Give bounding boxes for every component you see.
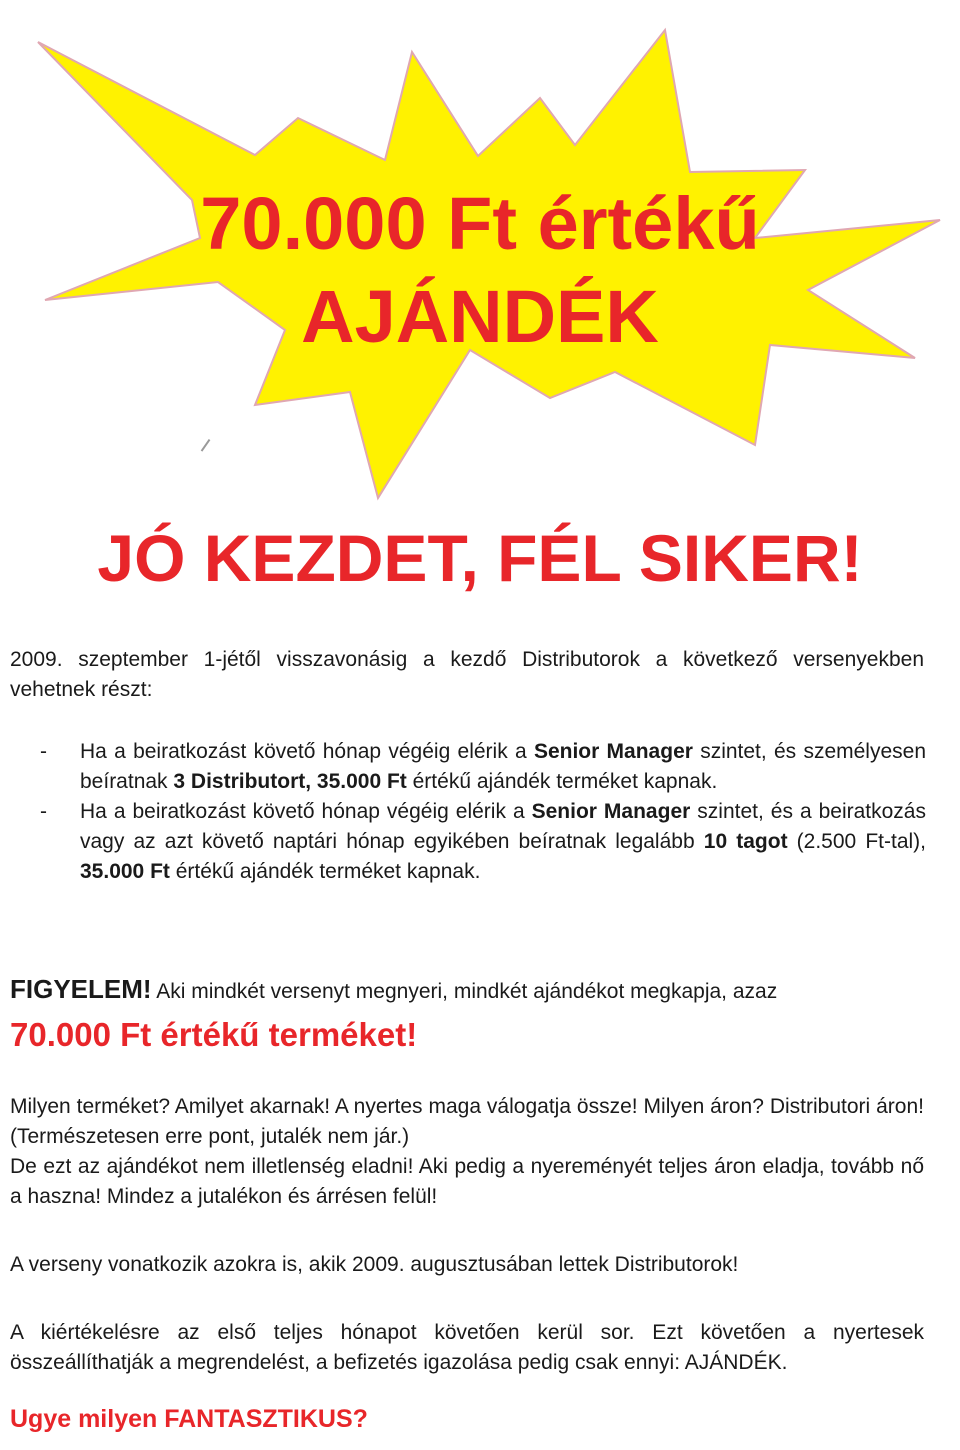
condition-text: értékű ajándék terméket kapnak. [169, 860, 481, 883]
list-dash: - [40, 740, 47, 763]
attention-label: FIGYELEM! [10, 974, 152, 1004]
products-text-1: Milyen terméket? Amilyet akarnak! A nyertes maga válogatja össze! Milyen áron? Distributori áron! (Természetesen erre pont, jutalék nem jár.) [10, 1095, 924, 1148]
list-dash: - [40, 800, 47, 823]
evaluation-paragraph: A kiértékelésre az első teljes hónapot követően kerül sor. Ezt követően a nyertesek összeállíthatják a megrendelést, a befizetés igazolása pedig csak ennyi: AJÁNDÉK. [10, 1321, 924, 1374]
condition-text: (2.500 Ft-tal), [787, 830, 926, 853]
attention-paragraph [10, 972, 924, 1009]
condition-bold: Senior Manager [533, 740, 693, 763]
condition-bold: Senior Manager [531, 800, 691, 823]
conditions-list [40, 737, 926, 887]
banner-title-line2: AJÁNDÉK [301, 275, 659, 358]
banner-title-line1: 70.000 Ft értékű [200, 182, 760, 265]
products-paragraph [10, 1092, 924, 1212]
attention-highlight: 70.000 Ft értékű terméket! [10, 1016, 418, 1053]
attention-text: Aki mindkét versenyt megnyeri, mindkét ajándékot megkapja, azaz [151, 980, 778, 1003]
condition-text: szintet, és a beiratkozás vagy az azt követő naptári hónap egyikében beíratnak legalább [80, 800, 926, 853]
condition-item-2 [40, 797, 926, 887]
condition-bold: 35.000 Ft [80, 860, 170, 883]
headline: JÓ KEZDET, FÉL SIKER! [97, 521, 863, 595]
condition-bold: 3 Distributort, 35.000 Ft [173, 770, 407, 793]
condition-text: Ha a beiratkozást követő hónap végéig elérik a [80, 740, 534, 763]
condition-item-1 [40, 737, 926, 797]
starburst-banner [0, 0, 960, 520]
condition-bold: 10 tagot [703, 830, 788, 853]
intro-paragraph: 2009. szeptember 1-jétől visszavonásig a kezdő Distributorok a következő versenyekben vehetnek részt: [10, 648, 924, 701]
closing-line: Ugye milyen FANTASZTIKUS? [10, 1405, 368, 1433]
august-paragraph: A verseny vonatkozik azokra is, akik 2009. augusztusában lettek Distributorok! [10, 1253, 739, 1276]
condition-text: értékű ajándék terméket kapnak. [406, 770, 718, 793]
condition-text: Ha a beiratkozást követő hónap végéig elérik a [80, 800, 532, 823]
condition-text: szintet, és személyesen beíratnak [80, 740, 926, 793]
products-text-2: De ezt az ajándékot nem illetlenség eladni! Aki pedig a nyereményét teljes áron eladja, tovább nő a haszna! Mindez a jutalékon és árrésen felül! [10, 1155, 924, 1208]
